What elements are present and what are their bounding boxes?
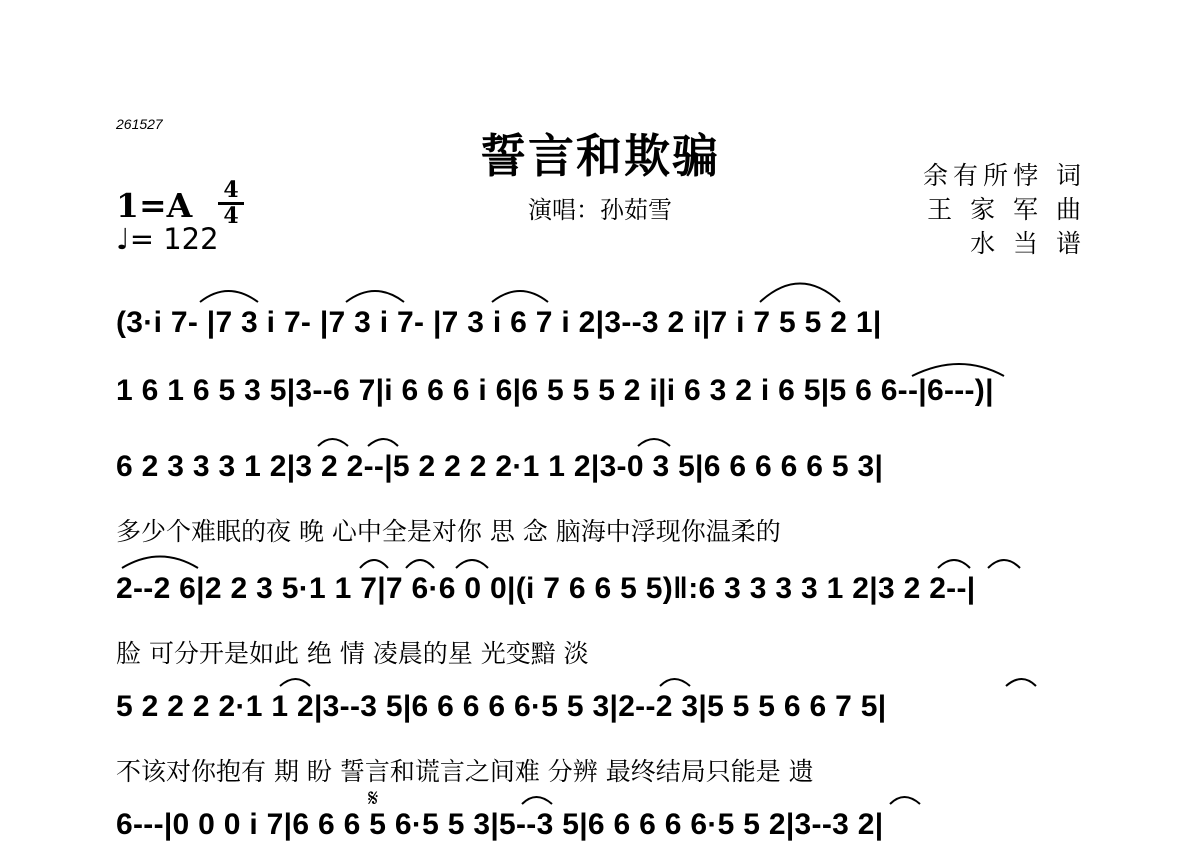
slur [938, 560, 970, 568]
slur [318, 439, 348, 446]
lyric-row-1: 多少个难眠的夜 晚 心中全是对你 思 念 脑海中浮现你温柔的 [116, 517, 781, 546]
notation-row-5: 5 2 2 2 2·1 1 2|3--3 5|6 6 6 6 6·5 5 3|2--2 3|5 5 5 6 6 7 5| [116, 690, 887, 723]
composer-credit: 王 家 军 曲 [927, 195, 1086, 224]
notation-row-3: 6 2 3 3 3 1 2|3 2 2--|5 2 2 2 2·1 1 2|3-0 3 5|6 6 6 6 6 5 3| [116, 450, 884, 483]
time-sig-top: 4 [223, 177, 239, 203]
slur [988, 560, 1020, 568]
notation-row-1: (3·i 7- |7 3 i 7- |7 3 i 7- |7 3 i 6 7 i 2|3--3 2 i|7 i 7 5 5 2 1| [116, 306, 882, 339]
segno-sign: 𝄋 [368, 784, 379, 812]
slur [522, 797, 552, 804]
slur [122, 557, 198, 569]
slur [638, 439, 670, 446]
slur [1006, 679, 1036, 686]
song-title: 誓言和欺骗 [480, 129, 720, 183]
slur [368, 439, 398, 446]
transcriber-credit: 水 当 谱 [970, 229, 1086, 258]
slur [492, 291, 548, 302]
slur [912, 364, 1004, 376]
notation-row-6: 6---|0 0 0 i 7|6 6 6 5 6·5 5 3|5--3 5|6 6 6 6 6·5 5 2|3--3 2| [116, 808, 884, 841]
slur [360, 560, 388, 568]
key-signature: 1=A [116, 186, 193, 225]
lyric-row-2: 脸 可分开是如此 绝 情 凌晨的星 光变黯 淡 [116, 639, 589, 668]
slur [890, 797, 920, 804]
slur [200, 291, 258, 302]
slur [346, 291, 404, 302]
lyricist-credit: 余有所悖 词 [923, 161, 1086, 190]
notation-row-2: 1 6 1 6 5 3 5|3--6 7|i 6 6 6 i 6|6 5 5 5 2 i|i 6 3 2 i 6 5|5 6 6--|6---)| [116, 374, 994, 407]
slur [760, 284, 840, 303]
tempo-value: = 122 [129, 222, 219, 256]
singer-credit: 演唱：孙茹雪 [528, 196, 672, 224]
time-sig-bottom: 4 [223, 203, 239, 229]
lyric-row-3: 不该对你抱有 期 盼 誓言和谎言之间难 分辨 最终结局只能是 遗 [116, 757, 814, 786]
score-id: 261527 [116, 116, 163, 132]
slur [456, 560, 488, 568]
slur [660, 679, 690, 686]
slur [280, 679, 310, 686]
slur [406, 560, 434, 568]
quarter-note-icon: ♩ [116, 222, 130, 256]
notation-row-4: 2--2 6|2 2 3 5·1 1 7|7 6·6 0 0|(i 7 6 6 5 5)‖:6 3 3 3 3 1 2|3 2 2--| [116, 572, 976, 605]
